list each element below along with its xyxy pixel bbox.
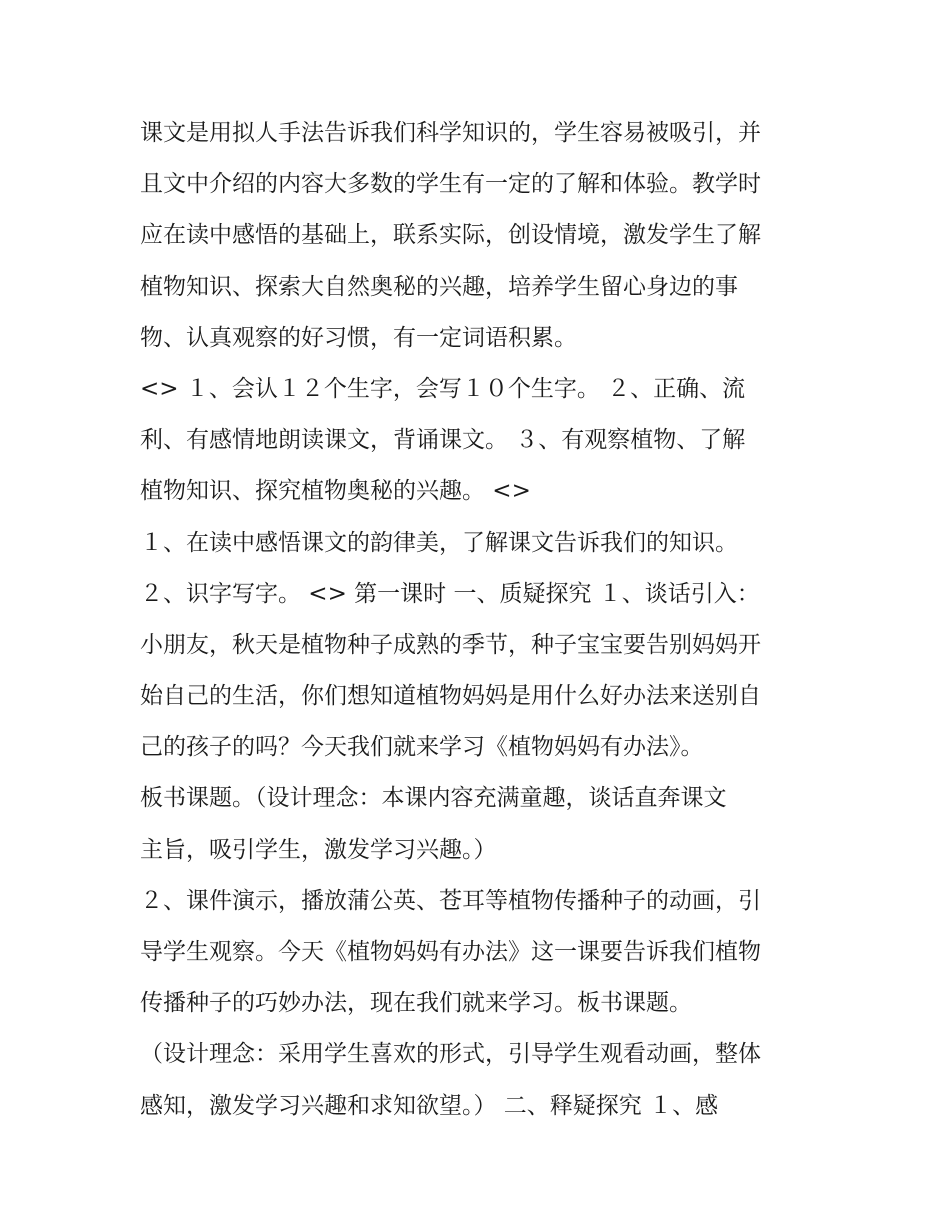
text-line: 板书课题。（设计理念：本课内容充满童趣，谈话直奔课文 <box>140 785 727 812</box>
text-line: 己的孩子的吗？今天我们就来学习《植物妈妈有办法》。 <box>140 734 704 761</box>
text-line: 植物知识、探究植物奥秘的兴趣。 <> <box>140 478 531 505</box>
body-text <box>140 108 830 1132</box>
text-line: 课文是用拟人手法告诉我们科学知识的，学生容易被吸引，并 <box>140 120 761 146</box>
text-line: 主旨，吸引学生，激发学习兴趣。） <box>140 836 497 863</box>
text-line: 植物知识、探索大自然奥秘的兴趣，培养学生留心身边的事 <box>140 273 738 300</box>
text-line: 感知，激发学习兴趣和求知欲望。） 二、释疑探究 １、感 <box>140 1092 719 1119</box>
text-line: 导学生观察。今天《植物妈妈有办法》这一课要告诉我们植物 <box>140 939 761 965</box>
text-line: 物、认真观察的好习惯，有一定词语积累。 <box>140 324 577 351</box>
text-line: （设计理念：采用学生喜欢的形式，引导学生观看动画，整体 <box>140 1041 761 1068</box>
text-line: １、在读中感悟课文的韵律美，了解课文告诉我们的知识。 <box>140 529 738 556</box>
text-line: <> １、会认１２个生字，会写１０个生字。 ２、正确、流 <box>140 375 746 402</box>
text-line: 且文中介绍的内容大多数的学生有一定的了解和体验。教学时 <box>140 171 761 198</box>
text-line: 始自己的生活，你们想知道植物妈妈是用什么好办法来送别自 <box>140 683 761 710</box>
text-line: ２、识字写字。 <> 第一课时 一、质疑探究 １、谈话引入： <box>140 580 760 607</box>
text-line: 应在读中感悟的基础上，联系实际，创设情境，激发学生了解 <box>140 222 761 249</box>
text-line: 利、有感情地朗读课文，背诵课文。 ３、有观察植物、了解 <box>140 427 746 454</box>
text-line: 小朋友，秋天是植物种子成熟的季节，种子宝宝要告别妈妈开 <box>140 631 761 658</box>
text-line: ２、课件演示，播放蒲公英、苍耳等植物传播种子的动画，引 <box>140 887 761 914</box>
text-line: 传播种子的巧妙办法，现在我们就来学习。板书课题。 <box>140 990 692 1017</box>
